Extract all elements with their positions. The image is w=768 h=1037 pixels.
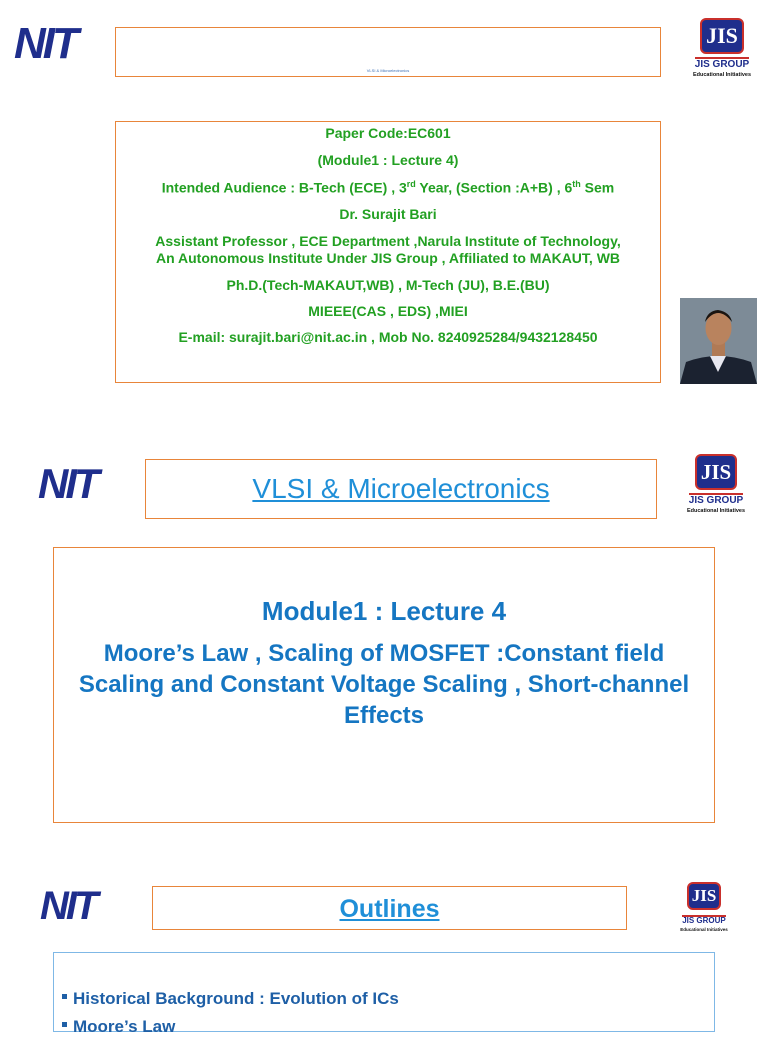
topic-heading: Moore’s Law , Scaling of MOSFET :Constant field Scaling and Constant Voltage Scaling , Short-channel Effects xyxy=(78,640,690,730)
nit-logo xyxy=(38,460,97,507)
slide1-header-text: VLSI & Microelectronics xyxy=(366,68,410,73)
jis-group-label: JIS GROUP xyxy=(682,916,726,925)
paper-code: Paper Code:EC601 xyxy=(325,125,451,141)
nit-logo-text: NIT xyxy=(38,460,97,507)
module-heading: Module1 : Lecture 4 xyxy=(261,596,507,626)
nit-logo-text: NIT xyxy=(40,884,96,928)
slide3-content-box xyxy=(53,952,715,1036)
bullet-square-icon xyxy=(62,1022,67,1027)
slide3-title: Outlines xyxy=(339,895,440,923)
jis-sub-label: Educational Initiatives xyxy=(686,508,746,514)
contact: E-mail: surajit.bari@nit.ac.in , Mob No. 8240925284/9432128450 xyxy=(178,328,598,345)
slide2-title: VLSI & Microelectronics xyxy=(252,473,550,504)
jis-mark-text: JIS xyxy=(691,886,717,905)
author-photo xyxy=(680,298,757,384)
bullet-item xyxy=(62,989,399,1009)
slide3-title-box xyxy=(152,886,627,930)
jis-logo xyxy=(678,454,754,514)
jis-sub-label: Educational Initiatives xyxy=(680,927,728,932)
nit-logo xyxy=(14,19,76,68)
memberships: MIEEE(CAS , EDS) ,MIEI xyxy=(308,302,468,319)
position-line1: Assistant Professor , ECE Department ,Narula Institute of Technology, xyxy=(155,233,621,249)
jis-group-label: JIS GROUP xyxy=(694,59,750,70)
audience-sup1: rd xyxy=(406,179,416,189)
bullet-item xyxy=(62,1017,175,1037)
nit-logo-text: NIT xyxy=(14,19,76,68)
slide1-info-box xyxy=(115,121,661,383)
jis-logo-mark xyxy=(687,882,721,910)
slide1-header-box xyxy=(115,27,661,77)
bullet-square-icon xyxy=(62,994,67,999)
jis-logo-mark xyxy=(700,18,744,54)
bullet-text: Historical Background : Evolution of ICs xyxy=(73,989,399,1008)
slide2-main-box xyxy=(53,547,715,823)
jis-sub-label: Educational Initiatives xyxy=(692,72,752,78)
intended-audience xyxy=(116,179,660,206)
audience-prefix: Intended Audience : B-Tech (ECE) , 3 xyxy=(161,179,407,196)
audience-mid: Year, (Section :A+B) , 6 xyxy=(415,179,573,196)
nit-logo xyxy=(40,886,95,926)
author-photo-image xyxy=(680,298,757,384)
bullet-text: Moore’s Law xyxy=(73,1017,176,1036)
position-line2: An Autonomous Institute Under JIS Group , Affiliated to MAKAUT, WB xyxy=(155,249,621,266)
author-name: Dr. Surajit Bari xyxy=(339,206,437,222)
jis-group-label: JIS GROUP xyxy=(688,495,744,506)
degrees: Ph.D.(Tech-MAKAUT,WB) , M-Tech (JU), B.E.(BU) xyxy=(226,276,550,293)
slide1-info xyxy=(116,122,660,346)
audience-sup2: th xyxy=(572,179,581,189)
jis-logo xyxy=(672,882,736,933)
jis-mark-text: JIS xyxy=(700,459,732,484)
module-lecture: (Module1 : Lecture 4) xyxy=(317,152,459,168)
slide2-title-box xyxy=(145,459,657,519)
audience-suffix: Sem xyxy=(580,179,615,196)
jis-logo xyxy=(684,18,760,78)
jis-logo-mark xyxy=(695,454,737,490)
jis-mark-text: JIS xyxy=(706,23,738,48)
